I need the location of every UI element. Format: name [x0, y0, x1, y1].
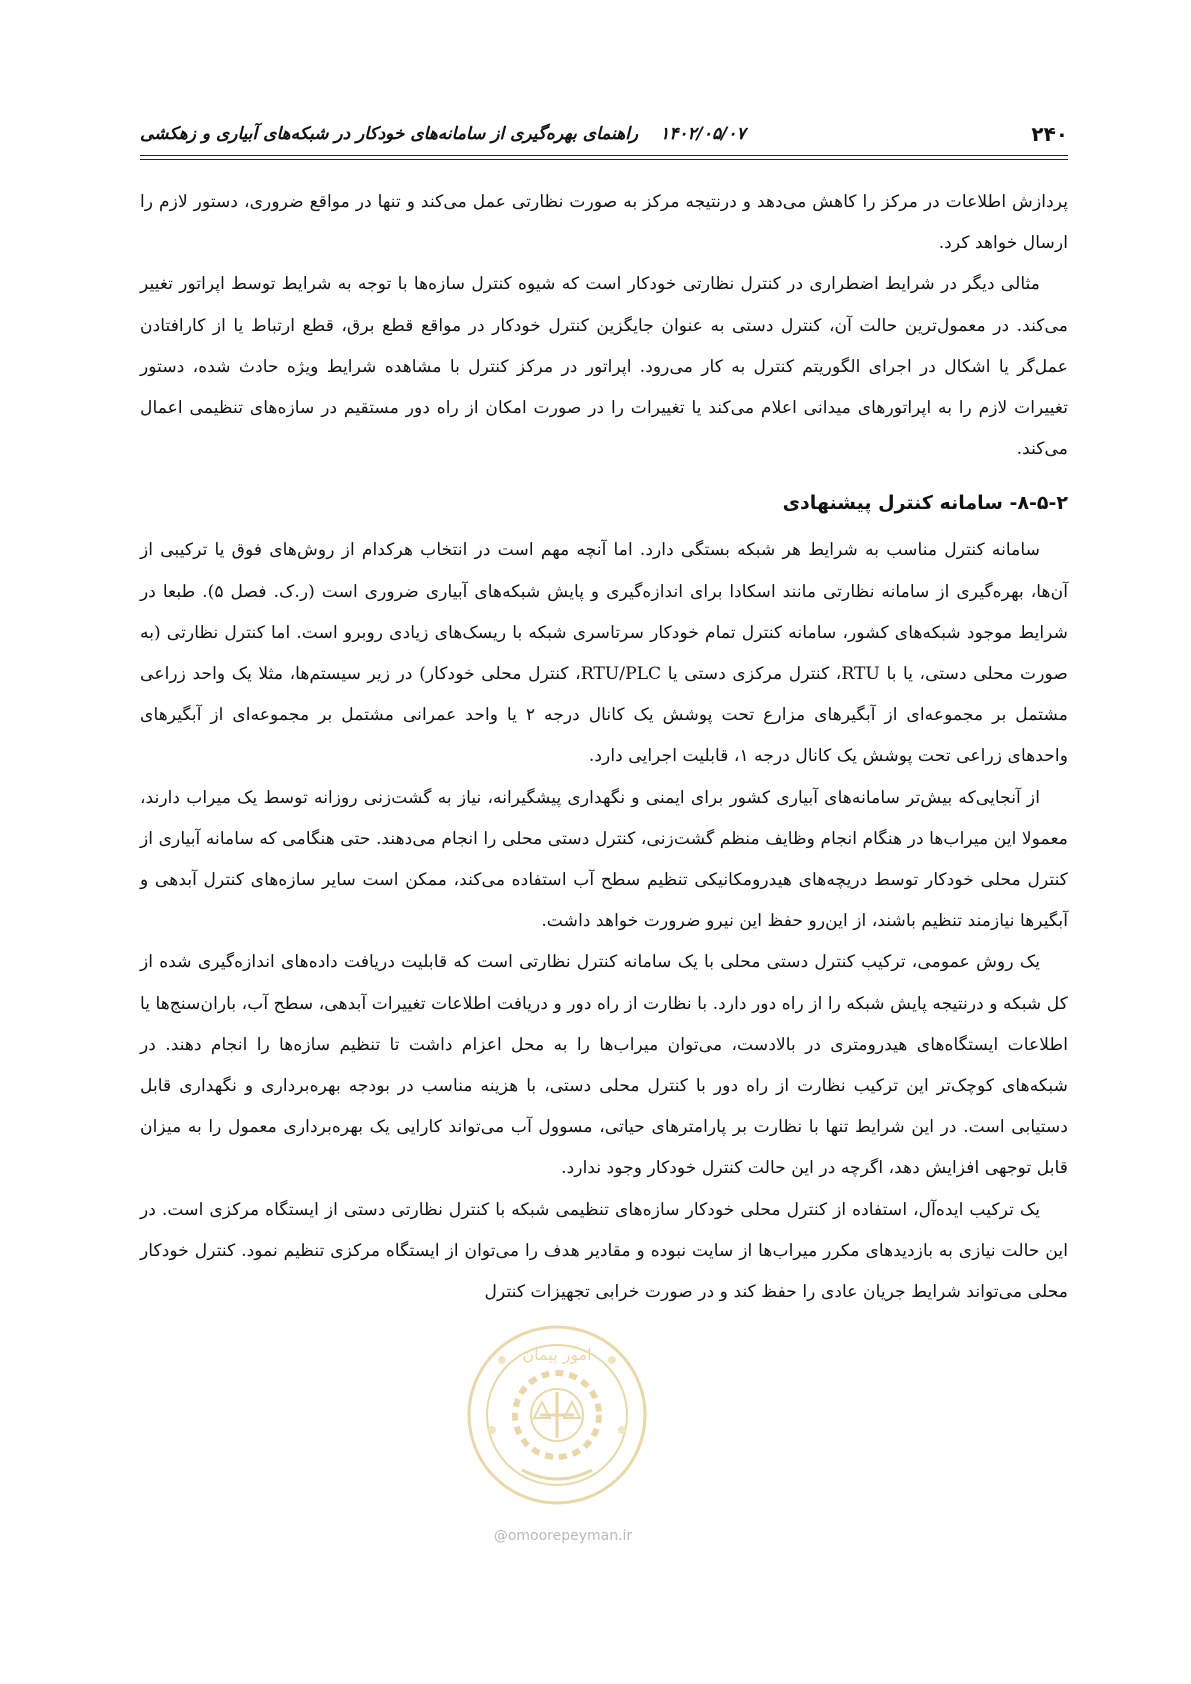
paragraph-4: از آنجایی‌که بیش‌تر سامانه‌های آبیاری کشور برای ایمنی و نگهداری پیشگیرانه، نیاز به گشت‌زنی روزانه توسط یک میراب دارند، معمولا این میراب‌ها در هنگام انجام وظایف منظم گشت‌زنی، کنترل دستی محلی را انجام می‌دهند. حتی هنگامی که سامانه آبیاری از کنترل محلی خودکار توسط دریچه‌های هیدرومکانیکی تنظیم سطح آب استفاده می‌کند، ممکن است سایر سازه‌های کنترل آبدهی و آبگیرها نیازمند تنظیم باشند، از این‌رو حفظ این نیرو ضرورت خواهد داشت.: [140, 787, 1068, 932]
header-divider-thin: [140, 159, 1068, 160]
watermark-seal-text: امور پیمان: [522, 1345, 592, 1364]
paragraph-6: یک ترکیب ایده‌آل، استفاده از کنترل محلی خودکار سازه‌های تنظیمی شبکه با کنترل نظارتی دستی از ایستگاه مرکزی است. در این حالت نیازی به بازدیدهای مکرر میراب‌ها از سایت نبوده و مقادیر هدف را می‌توان از ایستگاه مرکزی تنظیم نمود. کنترل خودکار محلی می‌تواند شرایط جریان عادی را حفظ کند و در صورت خرابی تجهیزات کنترل: [140, 1199, 1068, 1303]
page-header: [140, 122, 1068, 152]
book-title: راهنمای بهره‌گیری از سامانه‌های خودکار در شبکه‌های آبیاری و زهکشی: [140, 124, 639, 144]
running-title: [140, 124, 746, 144]
section-heading: ۸-۵-۲- سامانه کنترل پیشنهادی: [782, 492, 1068, 515]
paragraph-5: یک روش عمومی، ترکیب کنترل دستی محلی با یک سامانه کنترل نظارتی است که قابلیت دریافت داده‌های اندازه‌گیری شده از کل شبکه و درنتیجه پایش شبکه را از راه دور دارد. با نظارت از راه دور و دریافت اطلاعات تغییرات آبدهی، سطح آب، باران‌سنج‌ها یا اطلاعات ایستگاه‌های هیدرومتری در بالادست، می‌توان میراب‌ها را به محل اعزام داشت تا تنظیم سازه‌ها را انجام دهند. در شبکه‌های کوچک‌تر این ترکیب نظارت از راه دور با کنترل محلی دستی، با هزینه مناسب در بودجه بهره‌برداری و نگهداری قابل دستیابی است. در این شرایط تنها با نظارت بر پارامترهای حیاتی، مسوول آب می‌تواند کارایی یک بهره‌برداری معمول را به میزان قابل توجهی افزایش دهد، اگرچه در این حالت کنترل خودکار وجود ندارد.: [140, 952, 1068, 1179]
watermark-url: @omoorepeyman.ir: [493, 1528, 633, 1544]
header-date: ۱۴۰۲/۰۵/۰۷: [660, 124, 746, 144]
watermark-seal-icon: [462, 1320, 652, 1510]
paragraph-3: سامانه کنترل مناسب به شرایط هر شبکه بستگی دارد. اما آنچه مهم است در انتخاب هرکدام از روش‌های فوق یا ترکیبی از آن‌ها، بهره‌گیری از سامانه نظارتی مانند اسکادا برای اندازه‌گیری و پایش شبکه‌های آبیاری ضروری است (ر.ک. فصل ۵). طبعا در شرایط موجود شبکه‌های کشور، سامانه کنترل تمام خودکار سرتاسری شبکه با ریسک‌های زیادی روبرو است. اما کنترل نظارتی (به صورت محلی دستی، یا با RTU، کنترل مرکزی دستی یا RTU/PLC، کنترل محلی خودکار) در زیر سیستم‌ها، مثلا یک واحد زراعی مشتمل بر مجموعه‌ای از آبگیرهای مزارع تحت پوشش یک کانال درجه ۲ یا واحد عمرانی مشتمل بر مجموعه‌ای از آبگیرهای واحدهای زراعی تحت پوشش یک کانال درجه ۱، قابلیت اجرایی دارد.: [140, 540, 1068, 767]
page-number: ۲۴۰: [1031, 122, 1068, 146]
header-divider: [140, 155, 1068, 156]
paragraph-1: پردازش اطلاعات در مرکز را کاهش می‌دهد و درنتیجه مرکز به صورت نظارتی عمل می‌کند و تنها در مواقع ضروری، دستور لازم را ارسال خواهد کرد.: [140, 192, 1068, 254]
page-body: [140, 182, 1068, 1313]
paragraph-2: مثالی دیگر در شرایط اضطراری در کنترل نظارتی خودکار است که شیوه کنترل سازه‌ها با توجه به شرایط توسط اپراتور تغییر می‌کند. در معمول‌ترین حالت آن، کنترل دستی به عنوان جایگزین کنترل خودکار در مواقع قطع برق، قطع ارتباط یا از کارافتادن عمل‌گر یا اشکال در اجرای الگوریتم کنترل به کار می‌رود. اپراتور در مرکز کنترل با مشاهده شرایط ویژه حادث شده، دستور تغییرات لازم را به اپراتورهای میدانی اعلام می‌کند یا تغییرات را در صورت امکان از راه دور مستقیم در سازه‌های تنظیمی اعمال می‌کند.: [140, 274, 1068, 460]
